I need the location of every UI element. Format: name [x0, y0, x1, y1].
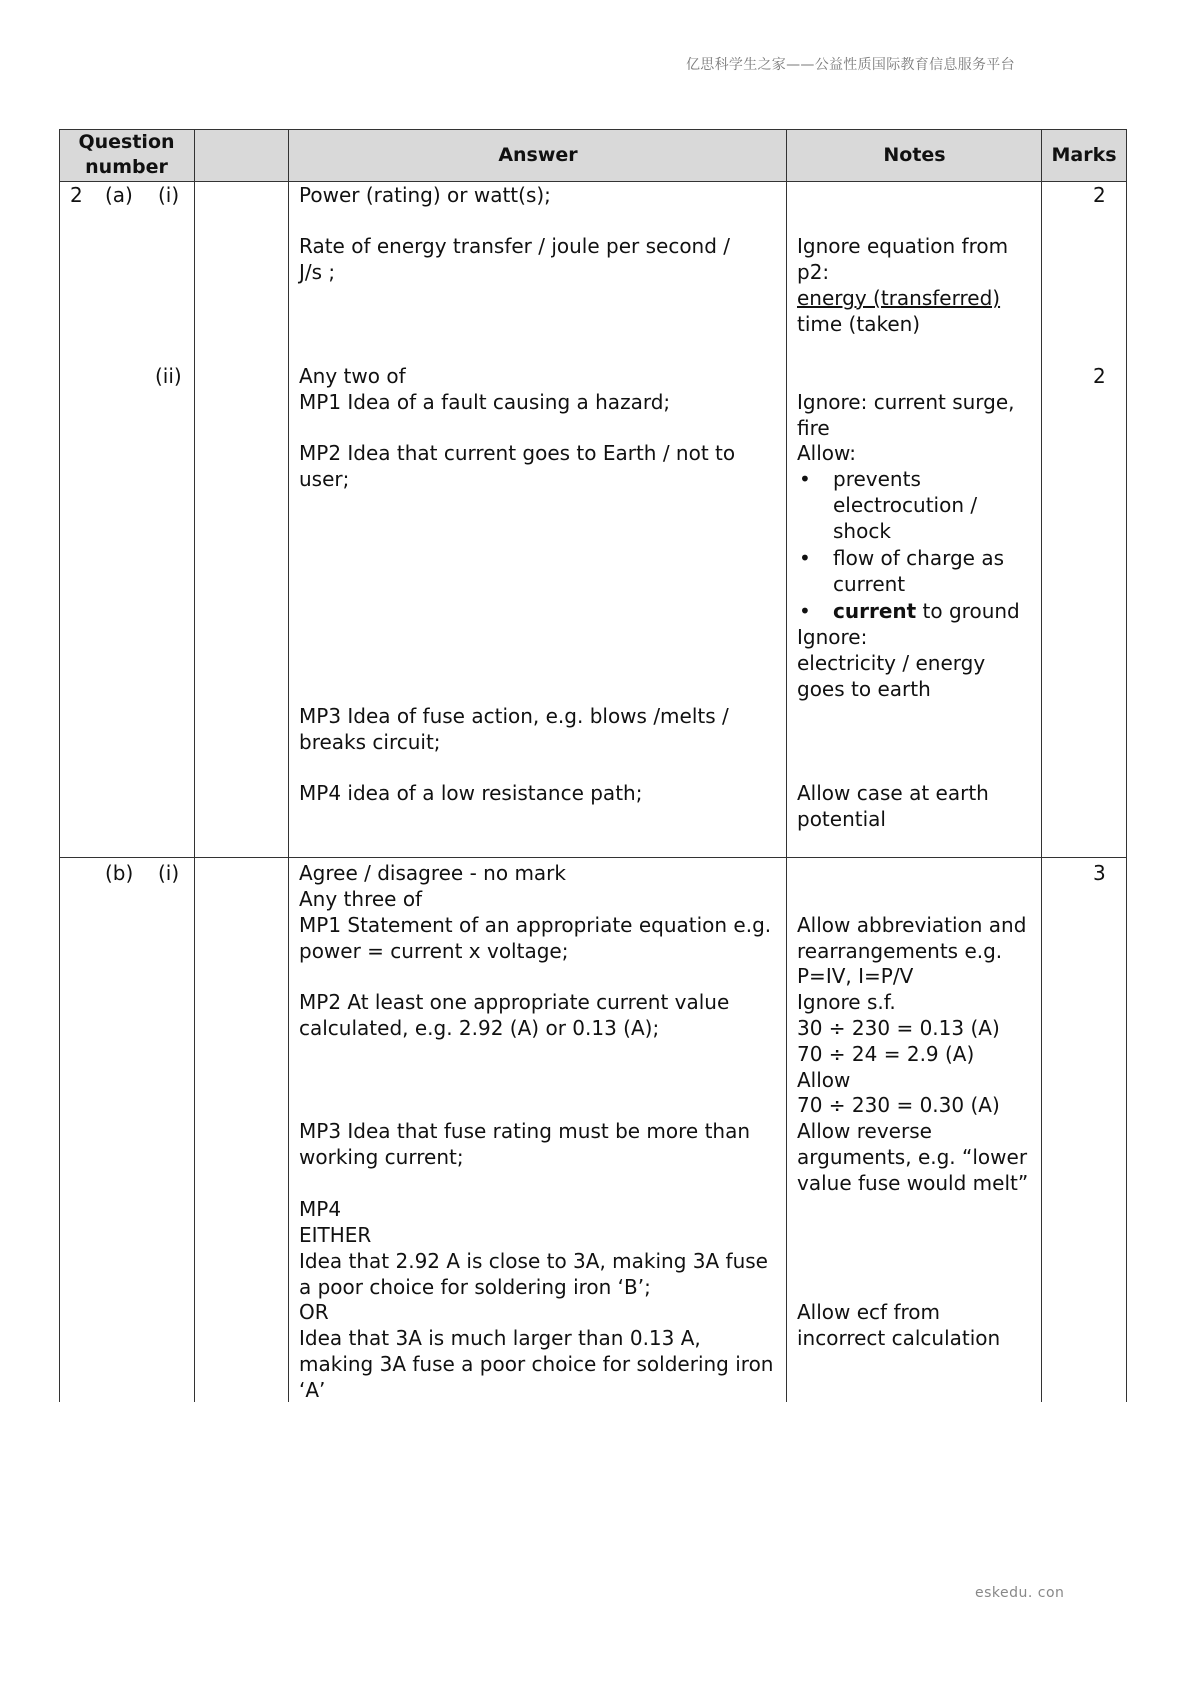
notes-line: Ignore equation from — [797, 234, 1009, 258]
notes-line: goes to earth — [797, 677, 931, 701]
answer-line: calculated, e.g. 2.92 (A) or 0.13 (A); — [299, 1016, 660, 1040]
column-border — [288, 129, 289, 1402]
question-part: (a) — [105, 183, 133, 207]
column-border — [194, 129, 195, 1402]
answer-line: Rate of energy transfer / joule per second / — [299, 234, 731, 258]
answer-line: Power (rating) or watt(s); — [299, 183, 551, 207]
answer-line: Idea that 2.92 A is close to 3A, making 3A fuse — [299, 1249, 768, 1273]
notes-line: Allow — [797, 1068, 851, 1092]
bullet-icon: • — [799, 546, 811, 570]
answer-line: MP2 At least one appropriate current value — [299, 990, 730, 1014]
notes-line: 70 ÷ 230 = 0.30 (A) — [797, 1093, 1000, 1117]
header-marks: Marks — [1051, 143, 1117, 166]
answer-line: EITHER — [299, 1223, 372, 1247]
question-subpart: (ii) — [155, 364, 182, 388]
answer-line: Agree / disagree - no mark — [299, 861, 566, 885]
notes-line: Ignore s.f. — [797, 990, 896, 1014]
column-border — [59, 129, 60, 1402]
answer-line: user; — [299, 467, 350, 491]
notes-line-rest: to ground — [916, 599, 1020, 623]
marks-value: 3 — [1093, 861, 1106, 885]
answer-line: MP4 idea of a low resistance path; — [299, 781, 643, 805]
notes-line: 70 ÷ 24 = 2.9 (A) — [797, 1042, 975, 1066]
notes-line: arguments, e.g. “lower — [797, 1145, 1028, 1169]
notes-line: time (taken) — [797, 312, 921, 336]
notes-line: Allow ecf from — [797, 1300, 940, 1324]
header-bottom-border — [59, 181, 1127, 182]
answer-line: MP3 Idea of fuse action, e.g. blows /melts / — [299, 704, 729, 728]
header-question-line1: Question — [78, 131, 175, 153]
notes-line: Allow case at earth — [797, 781, 989, 805]
question-part: (b) — [105, 861, 134, 885]
answer-line: Any three of — [299, 887, 423, 911]
notes-line: Ignore: current surge, — [797, 390, 1015, 414]
notes-line — [833, 598, 1020, 624]
row-divider — [59, 857, 1127, 858]
answer-line: making 3A fuse a poor choice for soldering iron — [299, 1352, 774, 1376]
answer-line: power = current x voltage; — [299, 939, 569, 963]
answer-line: MP2 Idea that current goes to Earth / not to — [299, 441, 736, 465]
bullet-icon: • — [799, 467, 811, 491]
header-answer: Answer — [498, 143, 578, 166]
notes-line: Allow reverse — [797, 1119, 932, 1143]
answer-line: Any two of — [299, 364, 406, 388]
answer-line: ‘A’ — [299, 1378, 326, 1402]
notes-line: P=IV, I=P/V — [797, 964, 914, 988]
notes-line: Allow: — [797, 441, 857, 465]
answer-line: MP4 — [299, 1197, 342, 1221]
notes-line: current — [833, 572, 906, 596]
column-border — [786, 129, 787, 1402]
answer-line: working current; — [299, 1145, 464, 1169]
column-border — [1041, 129, 1042, 1402]
notes-line: electricity / energy — [797, 651, 986, 675]
notes-line: rearrangements e.g. — [797, 939, 1003, 963]
notes-line-underlined: energy (transferred) — [797, 286, 1001, 310]
question-subpart: (i) — [158, 183, 180, 207]
answer-line: a poor choice for soldering iron ‘B’; — [299, 1275, 651, 1299]
notes-line: p2: — [797, 260, 830, 284]
notes-line: shock — [833, 519, 891, 543]
answer-line: J/s ; — [299, 260, 336, 284]
notes-line: prevents — [833, 467, 921, 491]
watermark-text: 亿思科学生之家——公益性质国际教育信息服务平台 — [686, 57, 1015, 73]
answer-line: MP1 Idea of a fault causing a hazard; — [299, 390, 671, 414]
question-number: 2 — [70, 183, 83, 207]
notes-line: Allow abbreviation and — [797, 913, 1027, 937]
notes-line: incorrect calculation — [797, 1326, 1001, 1350]
header-question-number — [59, 129, 194, 181]
marks-value: 2 — [1093, 183, 1106, 207]
table-top-border — [59, 129, 1127, 130]
notes-line: electrocution / — [833, 493, 978, 517]
header-question-line2: number — [85, 156, 168, 178]
notes-line: 30 ÷ 230 = 0.13 (A) — [797, 1016, 1000, 1040]
answer-line: MP3 Idea that fuse rating must be more than — [299, 1119, 751, 1143]
answer-line: breaks circuit; — [299, 730, 441, 754]
answer-line: OR — [299, 1300, 329, 1324]
notes-line: potential — [797, 807, 886, 831]
notes-line: value fuse would melt” — [797, 1171, 1029, 1195]
notes-bold-word: current — [833, 599, 917, 623]
answer-line: MP1 Statement of an appropriate equation e.g. — [299, 913, 772, 937]
bullet-icon: • — [799, 599, 811, 623]
question-subpart: (i) — [158, 861, 180, 885]
marks-value: 2 — [1093, 364, 1106, 388]
header-notes: Notes — [883, 143, 946, 166]
answer-line: Idea that 3A is much larger than 0.13 A, — [299, 1326, 701, 1350]
notes-line: Ignore: — [797, 625, 868, 649]
column-border — [1126, 129, 1127, 1402]
footer-text: eskedu. con — [975, 1585, 1065, 1601]
notes-line: fire — [797, 416, 830, 440]
notes-line: flow of charge as — [833, 546, 1005, 570]
